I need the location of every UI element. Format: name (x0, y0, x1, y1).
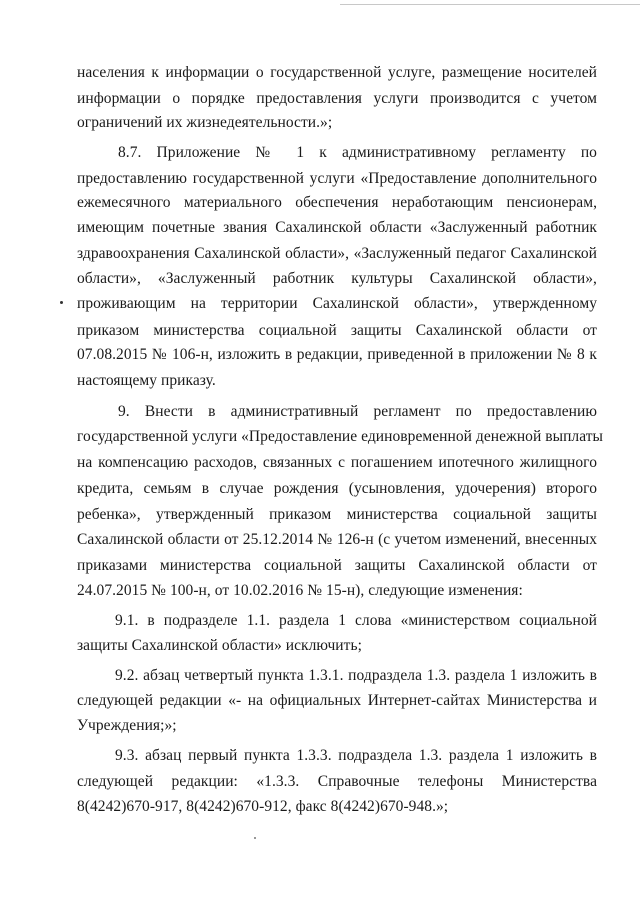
text-line: ограничений их жизнедеятельности.»; (77, 114, 333, 131)
paragraph-9-2-first-line: 9.2. абзац четвертый пункта 1.3.1. подраздела 1.3. раздела 1 изложить в (115, 667, 597, 684)
text-line: следующей редакции «- на официальных Интернет-сайтах Министерства и (77, 692, 597, 709)
text-line: 24.07.2015 № 100-н, от 10.02.2016 № 15-н), следующие изменения: (77, 582, 523, 599)
text-line: здравоохранения Сахалинской области», «Заслуженный педагог Сахалинской (77, 245, 597, 262)
text-line: приказами министерства социальной защиты Сахалинской области от (77, 557, 597, 574)
text-line: защиты Сахалинской области» исключить; (77, 637, 362, 654)
paragraph-9-first-line: 9. Внести в административный регламент по предоставлению (118, 403, 597, 420)
text-line: Сахалинской области от 25.12.2014 № 126-н (с учетом изменений, внесенных (77, 531, 597, 548)
paragraph-9-1-first-line: 9.1. в подразделе 1.1. раздела 1 слова «министерством социальной (115, 612, 597, 629)
text-line: настоящему приказу. (77, 372, 216, 389)
text-line: на компенсацию расходов, связанных с погашением ипотечного жилищного (77, 454, 597, 471)
text-line: приказом министерства социальной защиты Сахалинской области от (77, 322, 597, 339)
text-line: Учреждения;»; (77, 717, 177, 734)
paragraph-8-7-first-line: 8.7. Приложение № 1 к административному регламенту по (118, 144, 597, 161)
text-line: ребенка», утвержденный приказом министерства социальной защиты (77, 506, 597, 523)
text-line: предоставлению государственной услуги «Предоставление дополнительного (77, 170, 597, 187)
paragraph-9-3-first-line: 9.3. абзац первый пункта 1.3.3. подраздела 1.3. раздела 1 изложить в (115, 747, 597, 764)
text-line: кредита, семьям в случае рождения (усыновления, удочерения) второго (77, 480, 597, 497)
text-line: информации о порядке предоставления услуги производится с учетом (77, 90, 597, 107)
text-line: области», «Заслуженный работник культуры Сахалинской области», (77, 270, 597, 287)
text-line: 07.08.2015 № 106-н, изложить в редакции, приведенной в приложении № 8 к (77, 346, 597, 363)
text-line: населения к информации о государственной услуге, размещение носителей (77, 64, 597, 81)
text-line: 8(4242)670-917, 8(4242)670-912, факс 8(4242)670-948.»; (77, 798, 449, 815)
text-line: следующей редакции: «1.3.3. Справочные телефоны Министерства (77, 773, 597, 790)
scan-speck (60, 301, 63, 304)
text-line: государственной услуги «Предоставление единовременной денежной выплаты (77, 428, 604, 445)
text-line: проживающим на территории Сахалинской области», утвержденному (77, 295, 597, 312)
scan-speck (254, 837, 256, 839)
scan-edge-line (340, 4, 640, 5)
text-line: имеющим почетные звания Сахалинской области «Заслуженный работник (77, 219, 597, 236)
text-line: ежемесячного материального обеспечения неработающим пенсионерам, (77, 194, 597, 211)
